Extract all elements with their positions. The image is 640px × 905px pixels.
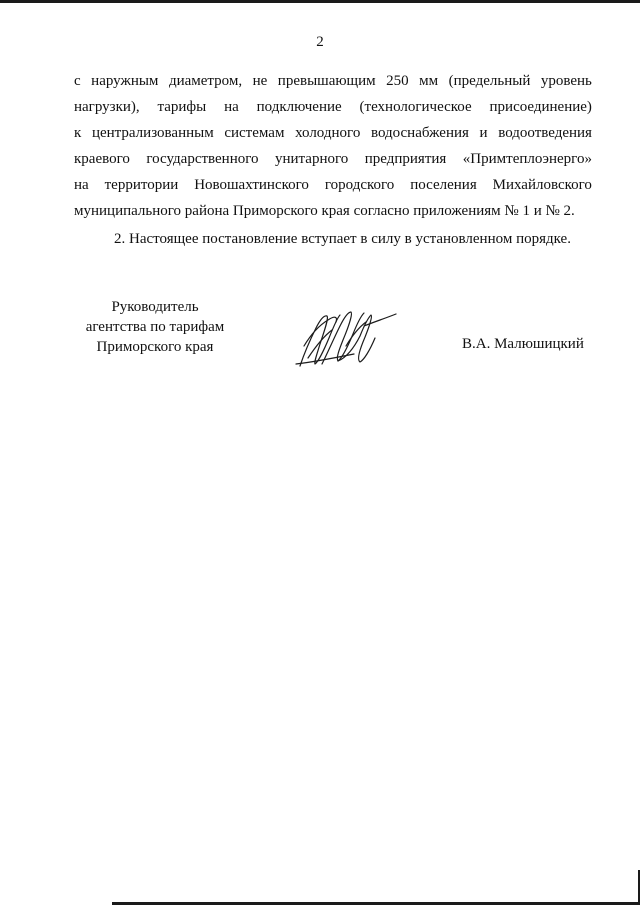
word: нагрузки),: [74, 99, 140, 115]
word: водоотведения: [498, 125, 592, 141]
signatory-position-line-1: Руководитель: [111, 299, 199, 315]
paragraph-1-line-2: [74, 94, 592, 120]
signatory-position-line-3: Приморского края: [96, 339, 214, 355]
signatory-name: В.А. Малюшицкий: [462, 336, 584, 352]
word: превышающим: [277, 73, 376, 89]
paragraph-1-line-4: [74, 146, 592, 172]
word: холодного: [295, 125, 361, 141]
paragraph-1: [74, 68, 592, 224]
scan-top-edge: [0, 0, 640, 3]
word: территории: [104, 177, 179, 193]
word: тарифы: [157, 99, 207, 115]
word: Михайловского: [492, 177, 592, 193]
word: предприятия: [364, 151, 447, 167]
paragraph-1-line-1: [74, 68, 592, 94]
paragraph-2: 2. Настоящее постановление вступает в силу в установленном порядке.: [114, 231, 571, 247]
word: 250: [386, 73, 409, 89]
word: «Примтеплоэнерго»: [462, 151, 592, 167]
word: городского: [324, 177, 395, 193]
signatory-position: [60, 297, 250, 357]
signatory-position-line-2: агентства по тарифам: [85, 319, 225, 335]
paragraph-1-line-5: [74, 172, 592, 198]
word: системам: [224, 125, 285, 141]
word: и: [479, 125, 488, 141]
word: (технологическое: [359, 99, 472, 115]
word: уровень: [540, 73, 592, 89]
word: водоснабжения: [370, 125, 469, 141]
paragraph-1-line-3: [74, 120, 592, 146]
word: с: [74, 73, 81, 89]
word: Новошахтинского: [194, 177, 309, 193]
paragraph-1-line-6: муниципального района Приморского края согласно приложениям № 1 и № 2.: [74, 203, 575, 219]
word: к: [74, 125, 82, 141]
word: не: [252, 73, 268, 89]
document-body: [74, 68, 592, 252]
word: централизованным: [91, 125, 214, 141]
word: на: [224, 99, 239, 115]
word: диаметром,: [168, 73, 243, 89]
word: мм: [419, 73, 439, 89]
page-number: 2: [316, 34, 324, 50]
word: наружным: [91, 73, 159, 89]
word: краевого: [74, 151, 130, 167]
handwritten-signature: [294, 306, 398, 372]
word: подключение: [256, 99, 342, 115]
word: (предельный: [448, 73, 531, 89]
word: на: [74, 177, 89, 193]
word: государственного: [146, 151, 259, 167]
word: присоединение): [489, 99, 592, 115]
word: поселения: [410, 177, 477, 193]
word: унитарного: [275, 151, 349, 167]
